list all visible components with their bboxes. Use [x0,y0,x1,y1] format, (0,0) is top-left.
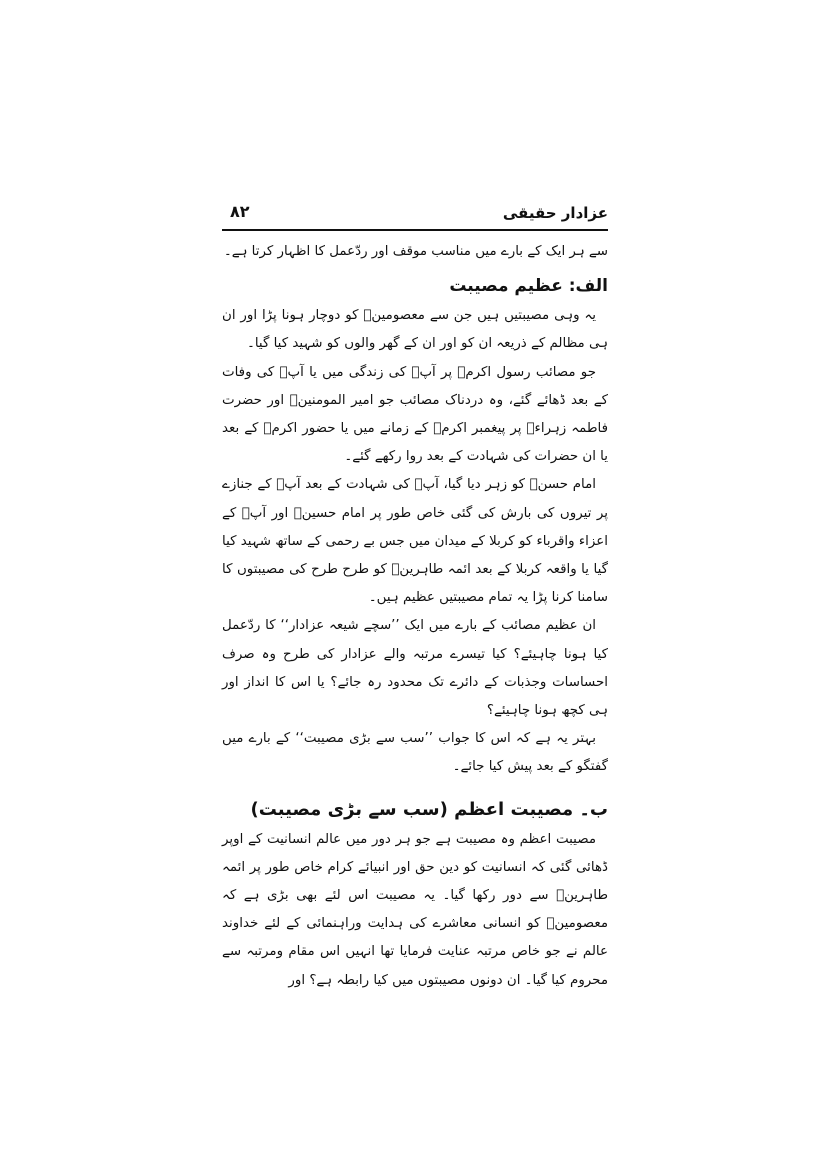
section-a-paragraph: یہ وہی مصیبتیں ہیں جن سے معصومینؑ کو دوچار ہونا پڑا اور ان ہی مظالم کے ذریعہ ان کو اور ان کے گھر والوں کو شہید کیا گیا۔ [222,308,608,352]
page-header [222,200,608,230]
book-title: عزادار حقیقی [502,204,608,222]
intro-line: سے ہر ایک کے بارے میں مناسب موقف اور ردّعمل کا اظہار کرتا ہے۔ [223,244,608,259]
section-a-heading: الف: عظیم مصیبت [449,276,608,297]
page-number: ۸۲ [230,202,250,221]
section-b-heading: ب۔ مصیبت اعظم (سب سے بڑی مصیبت) [250,798,608,820]
page-body [222,238,608,995]
section-a-paragraph: جو مصائب رسول اکرمؐ پر آپؐ کی زندگی میں یا آپؐ کی وفات کے بعد ڈھائے گئے، وہ دردناک مصائب جو امیر المومنینؑ اور حضرت فاطمہ زہراءؑ پر پیغمبر اکرمؐ کے زمانے میں یا حضور اکرمؐ کے بعد یا ان حضرات کی شہادت کے بعد روا رکھے گئے۔ [222,364,608,465]
section-a-paragraph: امام حسنؑ کو زہر دیا گیا، آپؑ کی شہادت کے بعد آپؑ کے جنازے پر تیروں کی بارش کی گئی خاص طور پر امام حسینؑ اور آپؑ کے اعزاء واقرباء کو کربلا کے میدان میں جس بے رحمی کے ساتھ شہید کیا گیا یا واقعہ کربلا کے بعد ائمہ طاہرینؑ کو طرح طرح کی مصیبتوں کا سامنا کرنا پڑا یہ تمام مصیبتیں عظیم ہیں۔ [222,477,608,606]
section-a-paragraph: ان عظیم مصائب کے بارے میں ایک ’’سچے شیعہ عزادار‘‘ کا ردّعمل کیا ہونا چاہیئے؟ کیا تیسرے مرتبہ والے عزادار کی طرح وہ صرف احساسات وجذبات کے دائرے تک محدود رہ جائے؟ یا اس کا انداز اور ہی کچھ ہونا چاہیئے؟ [222,618,608,719]
header-rule [222,229,608,231]
section-a-paragraph: بہتر یہ ہے کہ اس کا جواب ’’سب سے بڑی مصیبت‘‘ کے بارے میں گفتگو کے بعد پیش کیا جائے۔ [222,731,608,775]
section-b-paragraph: مصیبت اعظم وہ مصیبت ہے جو ہر دور میں عالم انسانیت کے اوپر ڈھائی گئی کہ انسانیت کو دین حق اور انبیائے کرام خاص طور پر ائمہ طاہرینؑ سے دور رکھا گیا۔ یہ مصیبت اس لئے بھی بڑی ہے کہ معصومینؑ کو انسانی معاشرے کی ہدایت وراہنمائی کے لئے خداوند عالم نے جو خاص مرتبہ عنایت فرمایا تھا انہیں اس مقام ومرتبہ سے محروم کیا گیا۔ ان دونوں مصیبتوں میں کیا رابطہ ہے؟ اور [222,831,608,988]
